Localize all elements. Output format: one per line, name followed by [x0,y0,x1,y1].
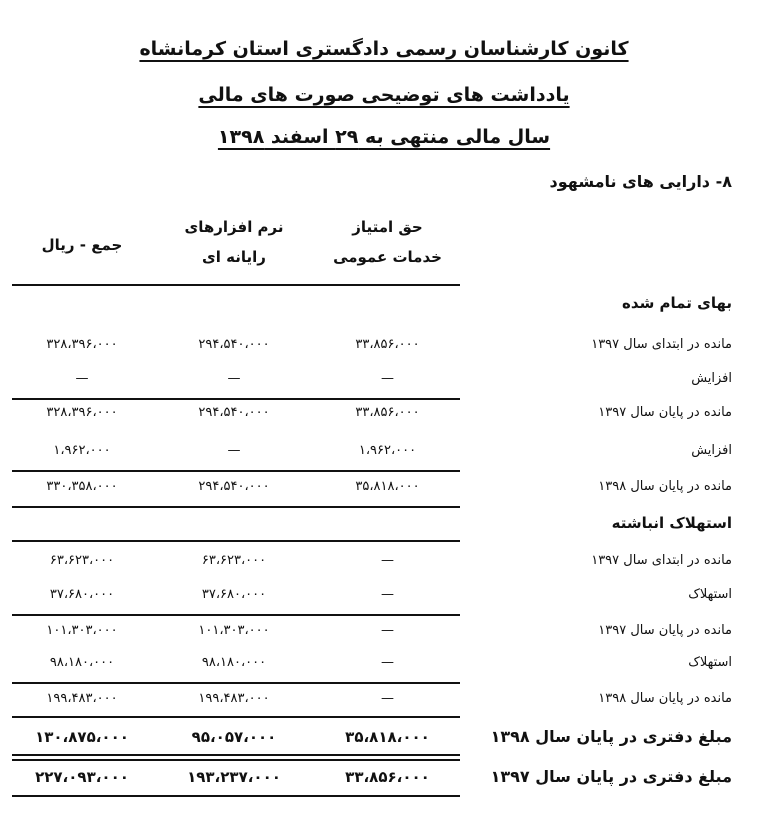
section-heading: ۸- دارایی های نامشهود [549,172,732,191]
cell-software: ۹۸،۱۸۰،۰۰۰ [201,655,267,670]
column-header-public-services-line1: حق امتیاز [352,218,423,236]
row-label: استهلاک انباشته [611,514,732,532]
table-row [0,364,768,394]
table-row [0,722,768,752]
table-row [0,436,768,466]
row-divider [12,540,460,542]
cell-total: — [75,371,89,386]
row-label: مبلغ دفتری در پایان سال ۱۳۹۷ [490,767,732,786]
cell-total: ۹۸،۱۸۰،۰۰۰ [49,655,115,670]
table-row [0,616,768,646]
row-label: مانده در پایان سال ۱۳۹۷ [598,405,732,420]
cell-total: ۱۳۰،۸۷۵،۰۰۰ [35,728,129,746]
cell-software: ۹۵،۰۵۷،۰۰۰ [191,728,277,746]
cell-software: ۲۹۴،۵۴۰،۰۰۰ [198,405,270,420]
cell-total: ۱۹۹،۴۸۳،۰۰۰ [46,691,118,706]
cell-software: ۲۹۴،۵۴۰،۰۰۰ [198,479,270,494]
cell-total: ۳۷،۶۸۰،۰۰۰ [49,587,115,602]
row-label: بهای تمام شده [622,294,732,312]
cell-software: ۱۰۱،۳۰۳،۰۰۰ [198,623,270,638]
cell-software: ۲۹۴،۵۴۰،۰۰۰ [198,337,270,352]
cell-public-services: — [381,691,394,706]
row-label: مبلغ دفتری در پایان سال ۱۳۹۸ [490,727,732,746]
cell-software: ۱۹۹،۴۸۳،۰۰۰ [198,691,270,706]
row-label: مانده در پایان سال ۱۳۹۸ [598,479,732,494]
cell-total: ۶۳،۶۲۳،۰۰۰ [49,553,115,568]
row-label: استهلاک [688,655,732,670]
table-row [0,330,768,360]
column-header-public-services-line2: خدمات عمومی [333,248,442,266]
column-header-software [164,212,304,272]
cell-public-services: ۳۳،۸۵۶،۰۰۰ [345,768,430,786]
cell-public-services: — [381,623,394,638]
row-divider [12,754,460,756]
cell-software: ۳۷،۶۸۰،۰۰۰ [201,587,267,602]
cell-software: ۶۳،۶۲۳،۰۰۰ [201,553,267,568]
row-divider [12,716,460,718]
row-label: استهلاک [688,587,732,602]
column-header-software-line2: رایانه ای [202,248,266,266]
cell-public-services: — [381,553,394,568]
cell-public-services: ۳۳،۸۵۶،۰۰۰ [355,405,420,420]
cell-public-services: ۱،۹۶۲،۰۰۰ [358,443,417,458]
cell-total: ۳۳۰،۳۵۸،۰۰۰ [46,479,118,494]
row-label: افزایش [691,371,732,386]
cell-total: ۳۲۸،۳۹۶،۰۰۰ [46,405,118,420]
table-row [0,288,768,318]
column-header-total: جمع - ریال [41,236,123,254]
cell-software: — [227,443,241,458]
row-divider [12,795,460,797]
cell-public-services: ۳۵،۸۱۸،۰۰۰ [345,728,430,746]
report-title: کانون کارشناسان رسمی دادگستری استان کرمانشاه [139,38,629,60]
table-row [0,684,768,714]
table-row [0,762,768,792]
cell-public-services: — [381,655,394,670]
row-label: مانده در ابتدای سال ۱۳۹۷ [591,553,732,568]
cell-total: ۱،۹۶۲،۰۰۰ [53,443,111,458]
cell-public-services: ۳۳،۸۵۶،۰۰۰ [355,337,420,352]
table-row [0,508,768,538]
row-label: مانده در ابتدای سال ۱۳۹۷ [591,337,732,352]
cell-software: — [227,371,241,386]
cell-public-services: ۳۵،۸۱۸،۰۰۰ [355,479,420,494]
fiscal-year-title: سال مالی منتهی به ۲۹ اسفند ۱۳۹۸ [217,126,551,148]
header-divider [12,284,460,286]
cell-total: ۲۲۷،۰۹۳،۰۰۰ [35,768,129,786]
row-label: مانده در پایان سال ۱۳۹۷ [598,623,732,638]
cell-software: ۱۹۳،۲۳۷،۰۰۰ [187,768,281,786]
column-header-software-line1: نرم افزارهای [184,218,284,236]
row-divider-double [12,759,460,761]
report-subtitle: یادداشت های توضیحی صورت های مالی [198,84,570,106]
cell-public-services: — [381,587,394,602]
column-header-public-services [315,212,460,272]
table-row [0,398,768,428]
table-row [0,472,768,502]
row-label: مانده در پایان سال ۱۳۹۸ [598,691,732,706]
cell-public-services: — [381,371,394,386]
row-label: افزایش [691,443,732,458]
table-row [0,546,768,576]
cell-total: ۳۲۸،۳۹۶،۰۰۰ [46,337,118,352]
table-row [0,648,768,678]
cell-total: ۱۰۱،۳۰۳،۰۰۰ [46,623,118,638]
table-row [0,580,768,610]
